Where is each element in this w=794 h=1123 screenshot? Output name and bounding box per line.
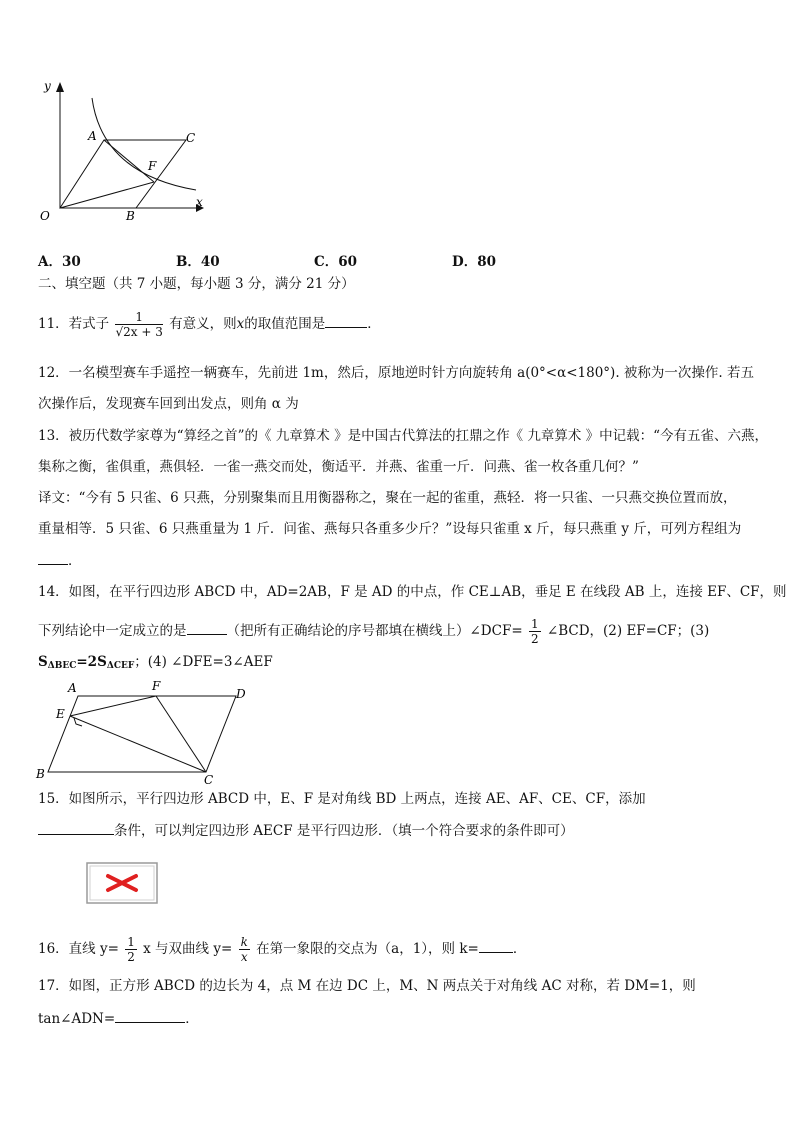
q16-denominator-2: x — [240, 949, 248, 964]
choice-d: D．80 — [452, 254, 496, 270]
question-16 — [38, 932, 526, 966]
label-c: C — [186, 131, 196, 145]
q14-answer-blank[interactable] — [187, 620, 227, 635]
question-13-line-1: 13．被历代数学家尊为“算经之首”的《 九章算术 》是中国古代算法的扛鼎之作《 九章算术 》中记载：“今有五雀、六燕， — [38, 428, 769, 444]
question-17-line-2 — [38, 1008, 199, 1029]
q16-mid1: x 与双曲线 y= — [143, 941, 233, 957]
question-12-line-1: 12．一名模型赛车手遥控一辆赛车，先前进 1m，然后，原地逆时针方向旋转角 a(0°<α<180°). 被称为一次操作. 若五 — [38, 365, 754, 381]
label-a: A — [68, 681, 77, 695]
label-y: y — [44, 79, 51, 93]
q16-numerator-1: 1 — [127, 934, 135, 949]
label-e: E — [56, 707, 65, 721]
q16-answer-blank[interactable] — [479, 938, 513, 953]
q15-answer-blank[interactable] — [38, 820, 114, 835]
q17-end: ． — [185, 1011, 199, 1027]
q11-numerator: 1 — [115, 310, 162, 325]
question-12-line-2: 次操作后，发现赛车回到出发点，则角 α 为 — [38, 396, 299, 412]
segment-fc — [156, 696, 206, 772]
q13-end: ． — [68, 553, 82, 569]
question-11 — [38, 307, 381, 341]
label-x: x — [196, 195, 203, 209]
missing-image-icon — [86, 862, 158, 904]
question-15-line-2 — [38, 820, 574, 841]
q14-numerator: 1 — [530, 616, 539, 631]
q14-line2b: （把所有正确结论的序号都填在横线上）∠DCF= — [226, 623, 523, 639]
label-o: O — [40, 209, 50, 223]
hyperbola-curve — [92, 98, 196, 190]
label-d: D — [236, 687, 246, 701]
q14-line2c: ∠BCD，(2) EF=CF；(3) — [546, 623, 710, 639]
q14-line3-tail: ；(4) ∠DFE=3∠AEF — [134, 654, 273, 670]
label-b: B — [36, 767, 45, 781]
q11-prefix: 11．若式子 — [38, 316, 110, 332]
choice-b: B．40 — [176, 254, 220, 270]
parallelogram-abcd — [48, 696, 236, 772]
parallelogram-figure — [34, 676, 254, 786]
q17-line2-text: tan∠ADN= — [38, 1011, 116, 1027]
question-14-line-2 — [38, 614, 709, 648]
question-14-line-3 — [38, 652, 273, 676]
q16-fraction-1 — [125, 935, 137, 965]
q14-s1-sub: ΔBEC — [47, 661, 77, 671]
label-f: F — [148, 159, 157, 173]
label-b: B — [126, 209, 135, 223]
y-axis-arrow — [56, 82, 64, 92]
section-heading: 二、填空题（共 7 小题，每小题 3 分，满分 21 分） — [38, 276, 355, 292]
q17-answer-blank[interactable] — [115, 1008, 185, 1023]
q16-end: ． — [512, 941, 527, 957]
q13-answer-blank[interactable] — [38, 550, 68, 565]
q11-end: ． — [367, 316, 381, 332]
question-13-answer-line — [38, 550, 82, 571]
q14-denominator: 2 — [530, 631, 539, 646]
q11-denominator: √2x + 3 — [115, 324, 163, 339]
q14-line2a: 下列结论中一定成立的是 — [38, 623, 187, 639]
label-c: C — [204, 773, 214, 786]
segment-af — [104, 140, 154, 182]
q11-suffix: 的取值范围是 — [244, 316, 326, 332]
q11-mid: 有意义，则 — [169, 316, 237, 332]
q11-var: x — [236, 316, 245, 332]
choice-c: C．60 — [314, 254, 358, 270]
q16-fraction-2 — [239, 935, 250, 965]
label-f: F — [152, 679, 161, 693]
label-a: A — [88, 129, 97, 143]
q16-numerator-2: k — [240, 934, 248, 949]
choice-a: A．30 — [38, 254, 81, 270]
q14-eq: =2S — [76, 654, 107, 670]
q11-fraction — [115, 310, 162, 340]
question-15-line-1: 15．如图所示，平行四边形 ABCD 中，E、F 是对角线 BD 上两点，连接 AE、AF、CE、CF，添加 — [38, 791, 646, 807]
q14-s1: S — [38, 654, 48, 670]
q14-s2-sub: ΔCEF — [106, 661, 135, 671]
question-13-line-4: 重量相等．5 只雀、6 只燕重量为 1 斤．问雀、燕每只各重多少斤？”设每只雀重 x 斤，每只燕重 y 斤，可列方程组为 — [38, 521, 742, 537]
q15-line2-text: 条件，可以判定四边形 AECF 是平行四边形．（填一个符合要求的条件即可） — [114, 823, 574, 839]
segment-ec — [70, 716, 206, 772]
question-14-line-1: 14．如图，在平行四边形 ABCD 中，AD=2AB，F 是 AD 的中点，作 CE⊥AB，垂足 E 在线段 AB 上，连接 EF、CF，则 — [38, 584, 787, 600]
coordinate-figure — [36, 72, 216, 232]
q16-mid2: 在第一象限的交点为（a，1），则 k= — [256, 941, 479, 957]
q16-prefix: 16．直线 y= — [38, 941, 119, 957]
q14-fraction — [529, 617, 541, 647]
question-13-line-2: 集称之衡，雀俱重，燕俱轻．一雀一燕交而处，衡适平．并燕、雀重一斤．问燕、雀一枚各重几何？” — [38, 459, 639, 475]
segment-ef — [70, 696, 156, 716]
question-17-line-1: 17．如图，正方形 ABCD 的边长为 4，点 M 在边 DC 上，M、N 两点关于对角线 AC 对称，若 DM=1，则 — [38, 978, 696, 994]
question-13-line-3: 译文：“今有 5 只雀、6 只燕，分别聚集而且用衡器称之，聚在一起的雀重，燕轻．将一只雀、一只燕交换位置而放， — [38, 490, 737, 506]
parallelogram-oacb — [60, 140, 186, 208]
q16-denominator-1: 2 — [127, 949, 135, 964]
q11-answer-blank[interactable] — [325, 313, 367, 328]
